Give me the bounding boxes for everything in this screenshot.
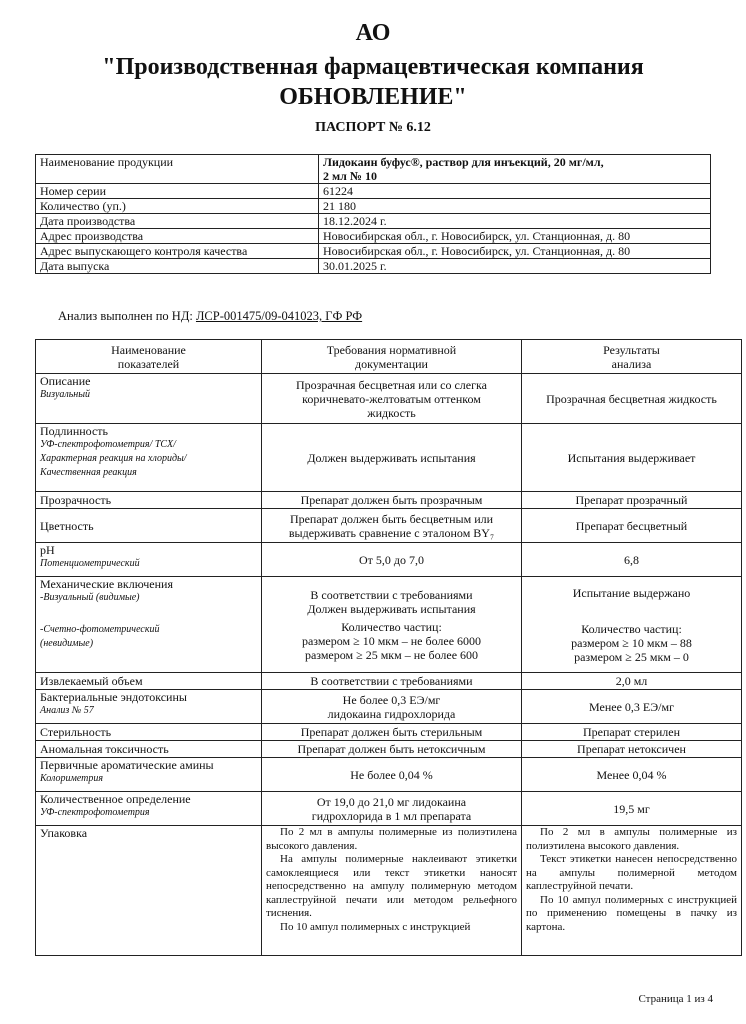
result: Препарат стерилен bbox=[522, 724, 742, 741]
table-row bbox=[36, 214, 711, 229]
result: 2,0 мл bbox=[522, 673, 742, 690]
info-value: 21 180 bbox=[319, 199, 711, 214]
requirement: Препарат должен быть нетоксичным bbox=[262, 741, 522, 758]
requirement: Не более 0,3 ЕЭ/мг лидокаина гидрохлорида bbox=[262, 690, 522, 724]
requirement: Препарат должен быть прозрачным bbox=[262, 492, 522, 509]
table-row bbox=[36, 229, 711, 244]
table-row bbox=[36, 244, 711, 259]
requirement: В соответствии с требованиями bbox=[262, 673, 522, 690]
table-row bbox=[36, 259, 711, 274]
table-row bbox=[36, 543, 742, 577]
table-row bbox=[36, 577, 742, 673]
info-label: Количество (уп.) bbox=[36, 199, 319, 214]
info-label: Наименование продукции bbox=[36, 155, 319, 184]
analysis-prefix: Анализ выполнен по НД: bbox=[58, 309, 196, 323]
indicator-name: Первичные ароматические амины Колориметрия bbox=[36, 758, 262, 792]
indicator-name: Прозрачность bbox=[36, 492, 262, 509]
company-form: АО bbox=[355, 20, 391, 46]
indicator-name: Упаковка bbox=[36, 826, 262, 956]
analysis-nd: ЛСР-001475/09-041023, ГФ РФ bbox=[195, 309, 363, 323]
table-row bbox=[36, 374, 742, 424]
indicator-name: Количественное определение УФ-спектрофотометрия bbox=[36, 792, 262, 826]
table-row bbox=[36, 724, 742, 741]
info-label: Адрес выпускающего контроля качества bbox=[36, 244, 319, 259]
table-row bbox=[36, 199, 711, 214]
indicator-name: Подлинность УФ-спектрофотометрия/ ТСХ/ Характерная реакция на хлориды/ Качественная реакция bbox=[36, 424, 262, 492]
result: Препарат бесцветный bbox=[522, 509, 742, 543]
table-row bbox=[36, 492, 742, 509]
info-label: Номер серии bbox=[36, 184, 319, 199]
result: Препарат нетоксичен bbox=[522, 741, 742, 758]
table-row bbox=[36, 826, 742, 956]
info-value: 61224 bbox=[319, 184, 711, 199]
result: 6,8 bbox=[522, 543, 742, 577]
table-row bbox=[36, 673, 742, 690]
requirement: Не более 0,04 % bbox=[262, 758, 522, 792]
product-name bbox=[319, 155, 711, 184]
indicator-name: Цветность bbox=[36, 509, 262, 543]
analysis-results-table bbox=[35, 339, 742, 956]
result: Прозрачная бесцветная жидкость bbox=[522, 374, 742, 424]
table-row bbox=[36, 509, 742, 543]
company-name-line1: "Производственная фармацевтическая компания bbox=[102, 54, 644, 80]
page-number: Страница 1 из 4 bbox=[638, 993, 713, 1005]
table-row bbox=[36, 184, 711, 199]
result: Испытание выдержано Количество частиц: размером ≥ 10 мкм – 88 размером ≥ 25 мкм – 0 bbox=[522, 577, 742, 673]
table-row bbox=[36, 690, 742, 724]
table-row bbox=[36, 792, 742, 826]
indicator-name: Описание Визуальный bbox=[36, 374, 262, 424]
info-value: Новосибирская обл., г. Новосибирск, ул. Станционная, д. 80 bbox=[319, 244, 711, 259]
result: Менее 0,3 ЕЭ/мг bbox=[522, 690, 742, 724]
result: По 2 мл в ампулы полимерные из полиэтилена высокого давления. Текст этикетки нанесен непосредственно на ампулы полимерной методом каплеструйной печати. По 10 ампул полимерных с инструкцией по применению помещены в пачку из картона. bbox=[522, 826, 742, 956]
indicator-name: Стерильность bbox=[36, 724, 262, 741]
info-value: 30.01.2025 г. bbox=[319, 259, 711, 274]
info-label: Дата выпуска bbox=[36, 259, 319, 274]
requirement: От 5,0 до 7,0 bbox=[262, 543, 522, 577]
requirement: От 19,0 до 21,0 мг лидокаина гидрохлорида в 1 мл препарата bbox=[262, 792, 522, 826]
requirement: Препарат должен быть бесцветным или выдерживать сравнение с эталоном BY₇ bbox=[262, 509, 522, 543]
header-requirements: Требования нормативной документации bbox=[262, 340, 522, 374]
result: Препарат прозрачный bbox=[522, 492, 742, 509]
info-value: Новосибирская обл., г. Новосибирск, ул. Станционная, д. 80 bbox=[319, 229, 711, 244]
indicator-name: Извлекаемый объем bbox=[36, 673, 262, 690]
indicator-name: Механические включения -Визуальный (видимые) -Счетно-фотометрический (невидимые) bbox=[36, 577, 262, 673]
result: Испытания выдерживает bbox=[522, 424, 742, 492]
product-name-line1: Лидокаин буфус®, раствор для инъекций, 20 мг/мл, bbox=[323, 155, 604, 169]
company-name-line2: ОБНОВЛЕНИЕ" bbox=[279, 84, 467, 110]
table-row bbox=[36, 758, 742, 792]
table-row bbox=[36, 424, 742, 492]
result: 19,5 мг bbox=[522, 792, 742, 826]
passport-title: ПАСПОРТ № 6.12 bbox=[315, 120, 431, 135]
indicator-name: Бактериальные эндотоксины Анализ № 57 bbox=[36, 690, 262, 724]
requirement: Должен выдерживать испытания bbox=[262, 424, 522, 492]
result: Менее 0,04 % bbox=[522, 758, 742, 792]
requirement: По 2 мл в ампулы полимерные из полиэтилена высокого давления. На ампулы полимерные наклеивают этикетки самоклеящиеся или текст этикетки наносят непосредственно на ампулу полимерную методом каплеструйной печати или методом рельефного тиснения. По 10 ампул полимерных с инструкцией bbox=[262, 826, 522, 956]
info-value: 18.12.2024 г. bbox=[319, 214, 711, 229]
info-label: Адрес производства bbox=[36, 229, 319, 244]
indicator-name: pH Потенциометрический bbox=[36, 543, 262, 577]
requirement: Препарат должен быть стерильным bbox=[262, 724, 522, 741]
analysis-note bbox=[58, 309, 362, 324]
requirement: В соответствии с требованиями Должен выдерживать испытания Количество частиц: размером ≥ 10 мкм – не более 6000 размером ≥ 25 мкм – не более 600 bbox=[262, 577, 522, 673]
table-header-row bbox=[36, 340, 742, 374]
table-row bbox=[36, 741, 742, 758]
product-name-line2: 2 мл № 10 bbox=[323, 169, 377, 183]
info-label: Дата производства bbox=[36, 214, 319, 229]
header-indicator: Наименование показателей bbox=[36, 340, 262, 374]
product-info-table bbox=[35, 154, 711, 274]
header-results: Результаты анализа bbox=[522, 340, 742, 374]
table-row bbox=[36, 155, 711, 184]
indicator-name: Аномальная токсичность bbox=[36, 741, 262, 758]
requirement: Прозрачная бесцветная или со слегка коричневато-желтоватым оттенком жидкость bbox=[262, 374, 522, 424]
